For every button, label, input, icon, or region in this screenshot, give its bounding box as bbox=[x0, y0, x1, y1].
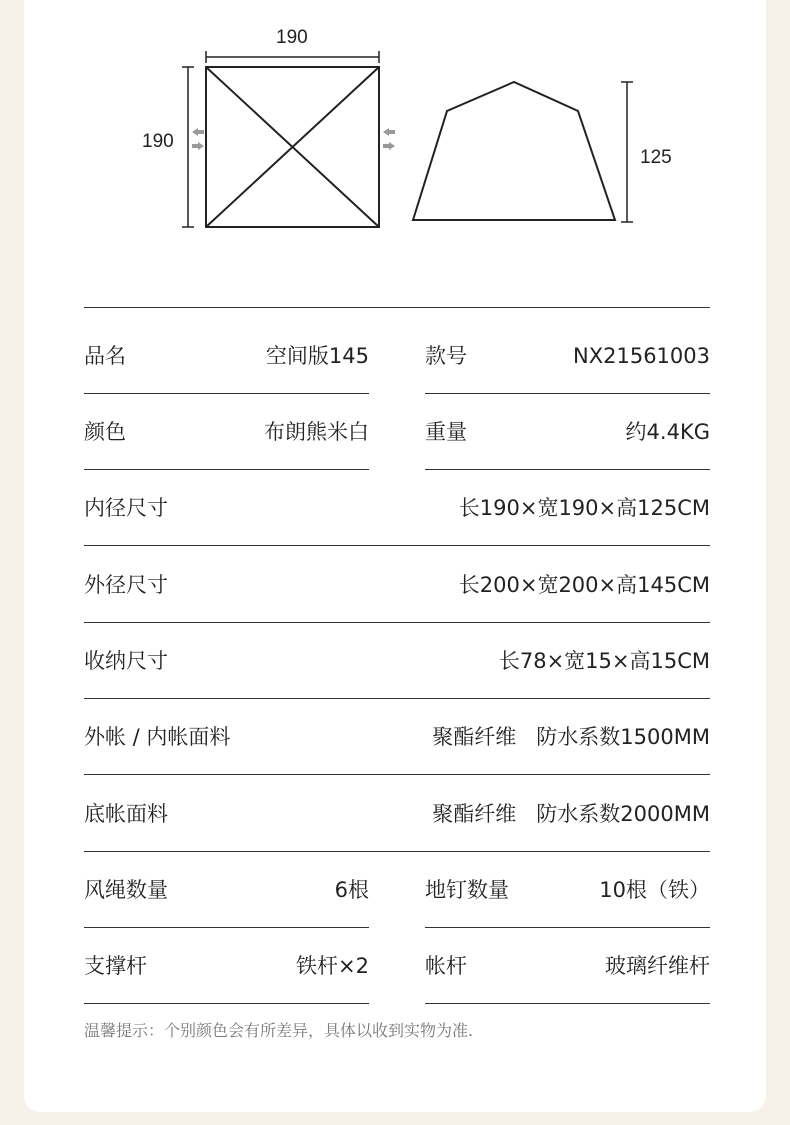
spec-value: 铁杆×2 bbox=[296, 954, 369, 978]
spec-value: 约4.4KG bbox=[625, 420, 710, 444]
width-dimension bbox=[206, 51, 379, 63]
spec-row-ropes-stakes bbox=[84, 852, 710, 928]
spec-cell-stakes bbox=[425, 852, 710, 928]
spec-value: 10根（铁） bbox=[599, 878, 710, 902]
spec-value: 聚酯纤维 防水系数2000MM bbox=[432, 802, 710, 826]
spec-label: 地钉数量 bbox=[425, 878, 509, 902]
spec-row-inner-size bbox=[84, 470, 710, 546]
spec-label: 外帐 / 内帐面料 bbox=[84, 725, 231, 749]
door-arrows-right bbox=[383, 128, 395, 150]
spec-cell-tent-pole bbox=[425, 928, 710, 1004]
spec-label: 颜色 bbox=[84, 420, 126, 444]
spec-row-name-model bbox=[84, 318, 710, 394]
spec-label: 重量 bbox=[425, 420, 467, 444]
top-view bbox=[206, 67, 379, 227]
spec-label: 支撑杆 bbox=[84, 954, 147, 978]
height-dimension bbox=[621, 82, 633, 222]
side-view bbox=[413, 82, 615, 220]
spec-value: 空间版145 bbox=[265, 344, 369, 368]
spec-cell-weight bbox=[425, 394, 710, 470]
spec-label: 帐杆 bbox=[425, 954, 467, 978]
spec-cell-color bbox=[84, 394, 369, 470]
row-divider bbox=[84, 774, 710, 775]
spec-label: 收纳尺寸 bbox=[84, 649, 168, 673]
spec-row-outer-size bbox=[84, 547, 710, 623]
row-divider bbox=[425, 1003, 710, 1004]
dimension-width-label: 190 bbox=[276, 27, 308, 48]
spec-cell-support-pole bbox=[84, 928, 369, 1004]
dimension-height-label: 125 bbox=[640, 147, 672, 168]
table-top-rule bbox=[84, 307, 710, 308]
spec-label: 品名 bbox=[84, 344, 126, 368]
spec-cell-guy-ropes bbox=[84, 852, 369, 928]
spec-value: 聚酯纤维 防水系数1500MM bbox=[432, 725, 710, 749]
spec-value: 长78×宽15×高15CM bbox=[498, 649, 710, 673]
spec-cell-model bbox=[425, 318, 710, 394]
row-divider bbox=[84, 1003, 369, 1004]
spec-value: 玻璃纤维杆 bbox=[605, 954, 710, 978]
row-divider bbox=[84, 545, 710, 546]
spec-label: 底帐面料 bbox=[84, 802, 168, 826]
spec-label: 内径尺寸 bbox=[84, 496, 168, 520]
spec-row-floor-fabric bbox=[84, 776, 710, 852]
spec-row-fly-inner-fabric bbox=[84, 699, 710, 775]
spec-cell-name bbox=[84, 318, 369, 394]
dimension-depth-label: 190 bbox=[142, 131, 174, 152]
tent-drawing bbox=[0, 0, 790, 260]
tent-diagram bbox=[0, 0, 790, 260]
spec-label: 风绳数量 bbox=[84, 878, 168, 902]
disclaimer-note: 温馨提示：个别颜色会有所差异，具体以收到实物为准. bbox=[84, 1021, 474, 1040]
spec-label: 外径尺寸 bbox=[84, 573, 168, 597]
spec-value: 6根 bbox=[334, 878, 369, 902]
spec-row-packed-size bbox=[84, 623, 710, 699]
spec-value: 长190×宽190×高125CM bbox=[458, 496, 710, 520]
spec-value: NX21561003 bbox=[573, 344, 710, 368]
door-arrows-left bbox=[192, 128, 204, 150]
spec-value: 布朗熊米白 bbox=[264, 420, 369, 444]
spec-row-color-weight bbox=[84, 394, 710, 470]
spec-label: 款号 bbox=[425, 344, 467, 368]
spec-value: 长200×宽200×高145CM bbox=[458, 573, 710, 597]
spec-row-poles bbox=[84, 928, 710, 1004]
